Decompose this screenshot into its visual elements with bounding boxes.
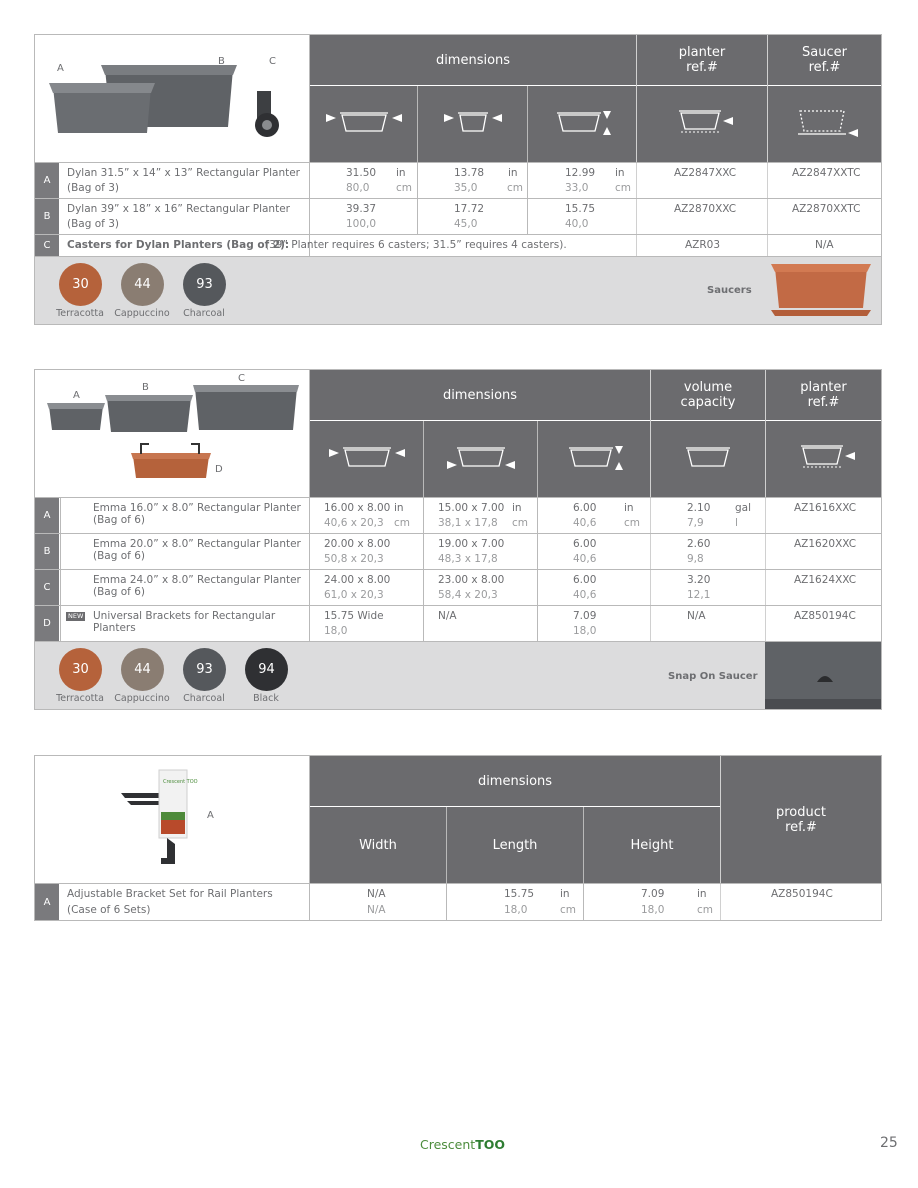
product-ref: AZ850194C	[771, 888, 833, 900]
planter-ref-header: planter ref.#	[637, 35, 767, 85]
row-letter-c: C	[35, 235, 59, 256]
dim-width: N/A	[367, 888, 386, 900]
volume-l: 12,1	[687, 589, 711, 601]
divider	[636, 35, 637, 256]
unit-in: in	[394, 502, 404, 514]
dim-length-in: 16.00 x 8.00	[324, 502, 391, 514]
product-pack: (Case of 6 Sets)	[67, 904, 151, 916]
volume-gal: 3.20	[687, 574, 711, 586]
package-brand: Crescent TOO	[163, 779, 198, 785]
row-letter-b: B	[35, 534, 59, 569]
color-name: Terracotta	[56, 308, 104, 319]
product-pack: Planters	[93, 622, 136, 634]
height-header: Height	[584, 807, 720, 883]
divider	[35, 569, 881, 570]
unit-gal: gal	[735, 502, 752, 514]
product-pack: (Bag of 6)	[93, 550, 145, 562]
unit-l: l	[735, 517, 738, 529]
dim-length-cm: 100,0	[346, 218, 377, 230]
planter-ref-header: planter ref.#	[766, 370, 881, 420]
dim-height-in: 6.00	[573, 574, 597, 586]
unit-in: in	[697, 888, 707, 900]
product-pack: (Bag of 3)	[67, 218, 119, 230]
emma-product-table	[34, 369, 882, 710]
brand-too: TOO	[475, 1137, 505, 1152]
row-letter-a: A	[35, 884, 59, 920]
dimension-icon-length	[310, 86, 417, 162]
image-label-b: B	[218, 56, 225, 67]
divider	[527, 86, 528, 234]
volume-gal: N/A	[687, 610, 706, 622]
snap-on-saucer-label: Snap On Saucer	[668, 671, 758, 682]
dim-length-in: 39.37	[346, 203, 377, 215]
color-swatch-black: 94	[245, 648, 288, 691]
dimensions-header: dimensions	[310, 370, 650, 420]
emma-product-image	[35, 370, 310, 497]
divider	[35, 198, 881, 199]
product-ref-header: product ref.#	[721, 756, 881, 883]
color-swatch-charcoal: 93	[183, 263, 226, 306]
color-name: Charcoal	[183, 693, 225, 704]
dim-height-cm: 40,6	[573, 517, 597, 529]
dim-height-in: 15.75	[565, 203, 596, 215]
dimension-icon-bottom	[424, 421, 537, 497]
brand-crescent: Crescent	[420, 1137, 476, 1152]
color-swatch-terracotta: 30	[59, 648, 102, 691]
unit-cm: cm	[507, 182, 524, 194]
dylan-product-image	[35, 35, 310, 162]
unit-cm: cm	[512, 517, 529, 529]
color-options-bar	[35, 257, 881, 324]
length-header: Length	[447, 807, 583, 883]
product-pack: (Bag of 6)	[93, 586, 145, 598]
color-swatch-terracotta: 30	[59, 263, 102, 306]
dim-length-cm: 40,6 x 20,3	[324, 517, 384, 529]
color-name: Black	[253, 693, 279, 704]
image-label-b: B	[142, 382, 149, 393]
divider	[720, 756, 721, 920]
product-name: Emma 24.0” x 8.0” Rectangular Planter	[93, 574, 301, 586]
row-letter-d: D	[35, 606, 59, 641]
dim-length-in: 24.00 x 8.00	[324, 574, 391, 586]
dim-height-in: 7.09	[573, 610, 597, 622]
unit-in: in	[615, 167, 625, 179]
divider	[35, 883, 881, 884]
dim-height-cm: 18,0	[641, 904, 665, 916]
divider	[35, 605, 881, 606]
product-name: Emma 16.0” x 8.0” Rectangular Planter	[93, 502, 301, 514]
dimension-icon-width	[418, 86, 527, 162]
unit-cm: cm	[624, 517, 641, 529]
image-label-c: C	[269, 56, 276, 67]
color-options-bar	[35, 642, 881, 709]
dim-bottom-in: 23.00 x 8.00	[438, 574, 505, 586]
dim-length-cm: 80,0	[346, 182, 370, 194]
dim-height-cm: 40,6	[573, 589, 597, 601]
unit-cm: cm	[697, 904, 714, 916]
divider	[35, 533, 881, 534]
planter-ref: AZ1624XXC	[794, 574, 857, 586]
unit-in: in	[624, 502, 634, 514]
dim-height-in: 6.00	[573, 538, 597, 550]
saucers-label: Saucers	[707, 285, 752, 296]
divider	[35, 162, 881, 163]
width-header: Width	[310, 807, 446, 883]
volume-gal: 2.60	[687, 538, 711, 550]
row-letter-a: A	[35, 498, 59, 533]
volume-icon	[651, 421, 765, 497]
bracket-set-illustration	[35, 756, 309, 883]
unit-cm: cm	[615, 182, 632, 194]
product-name: Emma 20.0” x 8.0” Rectangular Planter	[93, 538, 301, 550]
dim-height-cm: 33,0	[565, 182, 589, 194]
dim-length-cm: 18,0	[324, 625, 348, 637]
dim-length-in: 20.00 x 8.00	[324, 538, 391, 550]
unit-cm: cm	[394, 517, 411, 529]
dim-height-cm: 18,0	[573, 625, 597, 637]
unit-in: in	[512, 502, 522, 514]
divider	[650, 370, 651, 641]
dim-bottom-in: 19.00 x 7.00	[438, 538, 505, 550]
dimension-icon-height	[538, 421, 650, 497]
dim-bottom-cm: 58,4 x 20,3	[438, 589, 498, 601]
divider	[446, 807, 447, 920]
row-letter-c: C	[35, 570, 59, 605]
divider	[35, 497, 881, 498]
planter-ref: AZ2870XXC	[674, 203, 737, 215]
unit-in: in	[396, 167, 406, 179]
product-pack: (Bag of 6)	[93, 514, 145, 526]
bracket-product-table	[34, 755, 882, 921]
divider	[583, 807, 584, 920]
unit-in: in	[560, 888, 570, 900]
product-name: Adjustable Bracket Set for Rail Planters	[67, 888, 273, 900]
dylan-product-table	[34, 34, 882, 325]
product-name: Dylan 31.5” x 14” x 13” Rectangular Planter	[67, 167, 300, 179]
divider	[309, 883, 310, 920]
dim-bottom-in: N/A	[438, 610, 457, 622]
saucer-ref: AZ2847XXTC	[792, 167, 861, 179]
dim-length-in: 31.50	[346, 167, 377, 179]
dylan-planters-illustration	[35, 35, 309, 162]
dim-width-metric: N/A	[367, 904, 386, 916]
dim-height-cm: 40,0	[565, 218, 589, 230]
product-name: Universal Brackets for Rectangular	[93, 610, 276, 622]
dim-width-in: 13.78	[454, 167, 485, 179]
dim-bottom-cm: 48,3 x 17,8	[438, 553, 498, 565]
color-name: Cappuccino	[114, 308, 170, 319]
image-label-c: C	[238, 373, 245, 384]
saucer-ref: AZ2870XXTC	[792, 203, 861, 215]
bracket-product-image	[35, 756, 310, 883]
dim-height-cm: 40,6	[573, 553, 597, 565]
casters-note: (39” Planter requires 6 casters; 31.5” requires 4 casters).	[265, 239, 567, 251]
saucer-ref: N/A	[815, 239, 834, 251]
dim-width-in: 17.72	[454, 203, 485, 215]
saucer-ref-icon	[768, 86, 881, 162]
color-name: Charcoal	[183, 308, 225, 319]
dim-length-cm: 50,8 x 20,3	[324, 553, 384, 565]
footer-brand-logo	[420, 1137, 505, 1152]
dimensions-header: dimensions	[310, 35, 636, 85]
new-badge: NEW	[68, 612, 84, 620]
divider	[765, 370, 766, 641]
casters-name: Casters for Dylan Planters (Bag of 2):	[67, 239, 290, 251]
image-label-a: A	[73, 390, 80, 401]
divider	[423, 421, 424, 641]
divider	[417, 86, 418, 234]
divider	[537, 421, 538, 641]
planter-ref-icon	[766, 421, 881, 497]
dim-length-in: 15.75	[504, 888, 535, 900]
row-letter-a: A	[35, 163, 59, 198]
image-label-d: D	[215, 464, 223, 475]
planter-ref: AZR03	[685, 239, 721, 251]
product-pack: (Bag of 3)	[67, 182, 119, 194]
unit-cm: cm	[396, 182, 413, 194]
dim-height-in: 12.99	[565, 167, 596, 179]
planter-ref: AZ2847XXC	[674, 167, 737, 179]
dimension-icon-height	[528, 86, 636, 162]
color-swatch-cappuccino: 44	[121, 263, 164, 306]
divider	[35, 234, 881, 235]
product-name: Dylan 39” x 18” x 16” Rectangular Planter	[67, 203, 290, 215]
volume-capacity-header: volume capacity	[651, 370, 765, 420]
color-swatch-cappuccino: 44	[121, 648, 164, 691]
dim-bottom-cm: 38,1 x 17,8	[438, 517, 498, 529]
unit-cm: cm	[560, 904, 577, 916]
volume-l: 7,9	[687, 517, 704, 529]
unit-in: in	[508, 167, 518, 179]
snap-on-saucer-image	[765, 642, 881, 709]
planter-ref: AZ1620XXC	[794, 538, 857, 550]
volume-l: 9,8	[687, 553, 704, 565]
color-swatch-charcoal: 93	[183, 648, 226, 691]
dim-length-in: 15.75 Wide	[324, 610, 384, 622]
planter-ref-icon	[637, 86, 767, 162]
color-name: Cappuccino	[114, 693, 170, 704]
page-number: 25	[880, 1135, 898, 1151]
dim-width-cm: 45,0	[454, 218, 478, 230]
saucer-planter-image	[767, 262, 877, 322]
saucer-ref-header: Saucer ref.#	[768, 35, 881, 85]
volume-gal: 2.10	[687, 502, 711, 514]
dim-height-in: 6.00	[573, 502, 597, 514]
dimensions-header: dimensions	[310, 756, 720, 806]
dim-length-cm: 61,0 x 20,3	[324, 589, 384, 601]
row-letter-b: B	[35, 199, 59, 234]
color-name: Terracotta	[56, 693, 104, 704]
planter-ref: AZ1616XXC	[794, 502, 857, 514]
dim-length-cm: 18,0	[504, 904, 528, 916]
dimension-icon-length	[310, 421, 423, 497]
dim-bottom-in: 15.00 x 7.00	[438, 502, 505, 514]
dim-width-cm: 35,0	[454, 182, 478, 194]
image-label-a: A	[57, 63, 64, 74]
dim-height-in: 7.09	[641, 888, 665, 900]
planter-ref: AZ850194C	[794, 610, 856, 622]
divider	[767, 35, 768, 256]
image-label-a: A	[207, 810, 214, 821]
